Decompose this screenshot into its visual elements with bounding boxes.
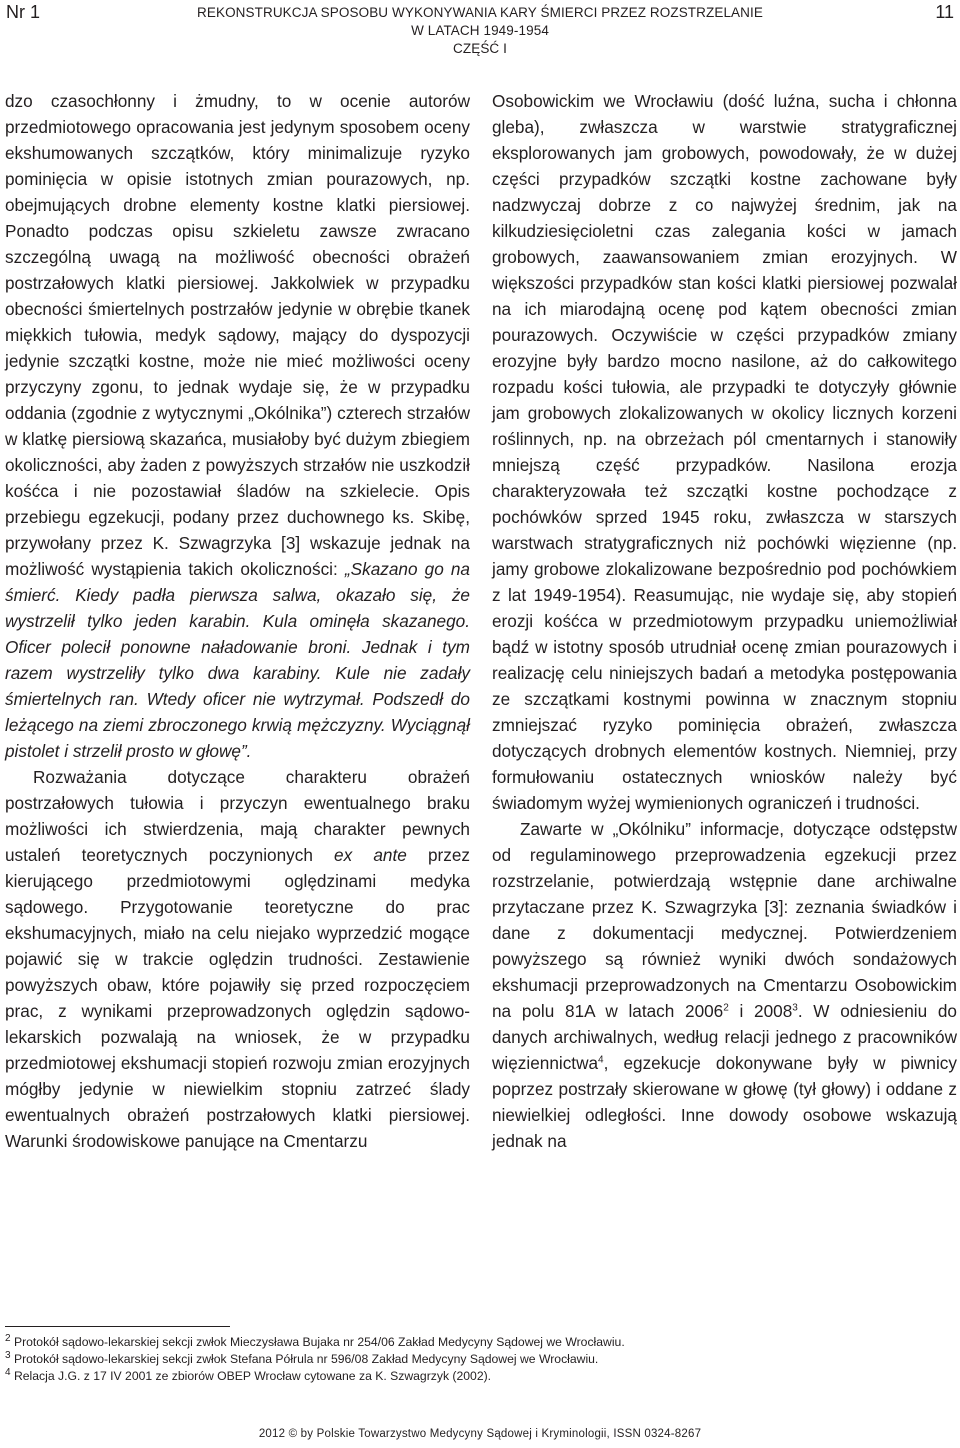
running-title-line-1: REKONSTRUKCJA SPOSOBU WYKONYWANIA KARY ŚMIERCI PRZEZ ROZSTRZELANIE — [197, 5, 763, 20]
paragraph-text: i 2008 — [728, 1001, 793, 1021]
paragraph — [5, 88, 470, 764]
footnote-text: Protokół sądowo-lekarskiej sekcji zwłok Stefana Półrula nr 596/08 Zakład Medycyny Sądowej we Wrocławiu. — [13, 1352, 599, 1366]
paragraph-text: Zawarte w „Okólniku” informacje, dotyczące odstępstw od regulaminowego przeprowadzenia egzekucji przez rozstrzelanie, potwierdzają wstępnie dane archiwalne przytaczane przez K. Szwagrzyka [3]: zeznania świadków i dane z dokumentacji medycznej. Potwierdzeniem powyższego są również wyniki dwóch sondażowych ekshumacji przeprowadzonych na Cmentarzu Osobowickim na polu 81A w latach 2006 — [492, 819, 957, 1021]
copyright-footer: 2012 © by Polskie Towarzystwo Medycyny Sądowej i Kryminologii, ISSN 0324-8267 — [258, 1428, 702, 1440]
paragraph-text: Rozważania dotyczące charakteru obrażeń postrzałowych tułowia i przyczyn ewentualnego braku możliwości ich stwierdzenia, mają charakter pewnych ustaleń teoretycznych poczynionych — [5, 767, 470, 865]
footnote-ref[interactable]: 3 — [792, 1002, 798, 1014]
footnote — [5, 1351, 945, 1368]
footnote — [5, 1368, 945, 1385]
footnote — [5, 1334, 945, 1351]
footnote-text: Protokół sądowo-lekarskiej sekcji zwłok Mieczysława Bujaka nr 254/06 Zakład Medycyny Sądowej we Wrocławiu. — [13, 1335, 625, 1349]
paragraph-text: , egzekucje dokonywane były w piwnicy poprzez postrzały skierowane w głowę (tył głowy) i oddane z niewielkiej odległości. Inne dowody osobowe wskazują jednak na — [492, 1053, 957, 1151]
paragraph-text: . W odniesieniu do danych archiwalnych, według relacji jednego z pracowników więziennictwa — [492, 1001, 957, 1073]
footnote-ref[interactable]: 2 — [723, 1002, 729, 1014]
footnote-number: 2 — [5, 1332, 11, 1344]
paragraph-text: przez kierującego przedmiotowymi oględzinami medyka sądowego. Przygotowanie teoretyczne do prac ekshumacyjnych, miało na celu niejako wyprzedzić mogące pojawić się w trakcie oględzin trudności. Zestawienie powyższych obaw, które pojawiły się przed rozpoczęciem prac, z wynikami przeprowadzonych oględzin sądowo-lekarskich pozwalają na wniosek, że w przypadku przedmiotowej ekshumacji stopień rozwoju zmian erozyjnych mógłby jedynie w niewielkim stopniu zatrzeć ślady ewentualnych obrażeń postrzałowych klatki piersiowej. Warunki środowiskowe panujące na Cmentarzu — [5, 845, 470, 1151]
paragraph: Osobowickim we Wrocławiu (dość luźna, sucha i chłonna gleba), zwłaszcza w warstwie stratygraficznej eksplorowanych jam grobowych, powodowały, że w dużej części przypadków szczątki kostne zachowane były nadzwyczaj dobrze z co najwyżej średnim, jak na kilkudziesięcioletni czas zalegania kości w jamach grobowych, zaawansowaniem zmian erozyjnych. W większości przypadków stan kości klatki piersiowej pozwalał na ich miarodajną ocenę pod kątem obecności zmian pourazowych. Oczywiście w części przypadków zmiany erozyjne były bardzo mocno nasilone, aż do całkowitego rozpadu kości tułowia, ale przypadki te dotyczyły głównie jam grobowych zlokalizowanych w okolicy licznych korzeni roślinnych, np. na obrzeżach pól cmentarnych i stanowiły mniejszą część przypadków. Nasilona erozja charakteryzowała też szczątki kostne pochodzące z pochówków sprzed 1945 roku, zwłaszcza w starszych warstwach stratygraficznych niż pochówki więzienne (np. jamy grobowe zlokalizowane bezpośrednio pod pochówkiem z lat 1949-1954). Reasumując, nie wydaje się, aby stopień erozji kośćca w przedmiotowym przypadku uniemożliwiał bądź w istotny sposób utrudniał ocenę zmian pourazowych i realizację celu niniejszych badań a metodyka postępowania ze szczątkami kostnymi powinna w znacznym stopniu zmniejszać ryzyko pominięcia obrażeń, zwłaszcza dotyczących drobnych elementów kostnych. Niemniej, przy formułowaniu ostatecznych wniosków należy być świadomym wyżej wymienionych ograniczeń i trudności. — [492, 91, 957, 813]
footnote-text: Relacja J.G. z 17 IV 2001 ze zbiorów OBEP Wrocław cytowane za K. Szwagrzyk (2002). — [13, 1369, 492, 1383]
paragraph-text: dzo czasochłonny i żmudny, to w ocenie autorów przedmiotowego opracowania jest jedynym sposobem oceny ekshumowanych szczątków, który minimalizuje ryzyko pominięcia w opisie istotnych zmian pourazowych, np. obejmujących drobne elementy kostne klatki piersiowej. Ponadto podczas opisu szkieletu zawsze zwracano szczególną uwagą na możliwość obecności obrażeń postrzałowych klatki piersiowej. Jakkolwiek w przypadku obecności śmiertelnych postrzałów jedynie w obrębie tkanek miękkich tułowia, medyk sądowy, mający do dyspozycji jedynie szczątki kostne, może nie mieć możliwości oceny przyczyny zgonu, to jednak wydaje się, że w przypadku oddania (zgodnie z wytycznymi „Okólnika”) czterech strzałów w klatkę piersiową skazańca, musiałoby być dużym zbiegiem okoliczności, aby żaden z powyższych strzałów nie uszkodził kośćca i nie pozostawiał śladów na szkielecie. Opis przebiegu egzekucji, podany przez duchownego ks. Skibę, przywołany przez K. Szwagrzyka [3] wskazuje jednak na możliwość wystąpienia takich okoliczności: — [5, 91, 470, 579]
footnote-divider — [5, 1326, 230, 1327]
running-title-line-2: W LATACH 1949-1954 — [411, 23, 549, 38]
page-label: Nr 1 — [6, 2, 41, 22]
latin-phrase: ex ante — [334, 845, 407, 865]
footnotes — [5, 1334, 945, 1385]
footnote-ref[interactable]: 4 — [598, 1054, 604, 1066]
running-title — [170, 4, 790, 58]
page-number: 11 — [935, 2, 954, 22]
paragraph — [5, 764, 470, 1154]
left-column — [5, 88, 470, 1154]
footnote-number: 4 — [5, 1366, 11, 1378]
quote-text: „Skazano go na śmierć. Kiedy padła pierwsza salwa, okazało się, że wystrzelił tylko jeden karabin. Kula ominęła skazanego. Oficer polecił ponowne naładowanie broni. Jednak i tym razem wystrzeliły tylko dwa karabiny. Kule nie zadały śmiertelnych ran. Wtedy oficer nie wytrzymał. Podszedł do leżącego na ziemi zbroczonego krwią mężczyzny. Wyciągnął pistolet i strzelił prosto w głowę”. — [5, 559, 470, 761]
paragraph — [492, 816, 957, 1154]
running-title-line-3: CZĘŚĆ I — [453, 41, 507, 56]
right-column — [492, 88, 957, 1154]
footnote-number: 3 — [5, 1349, 11, 1361]
